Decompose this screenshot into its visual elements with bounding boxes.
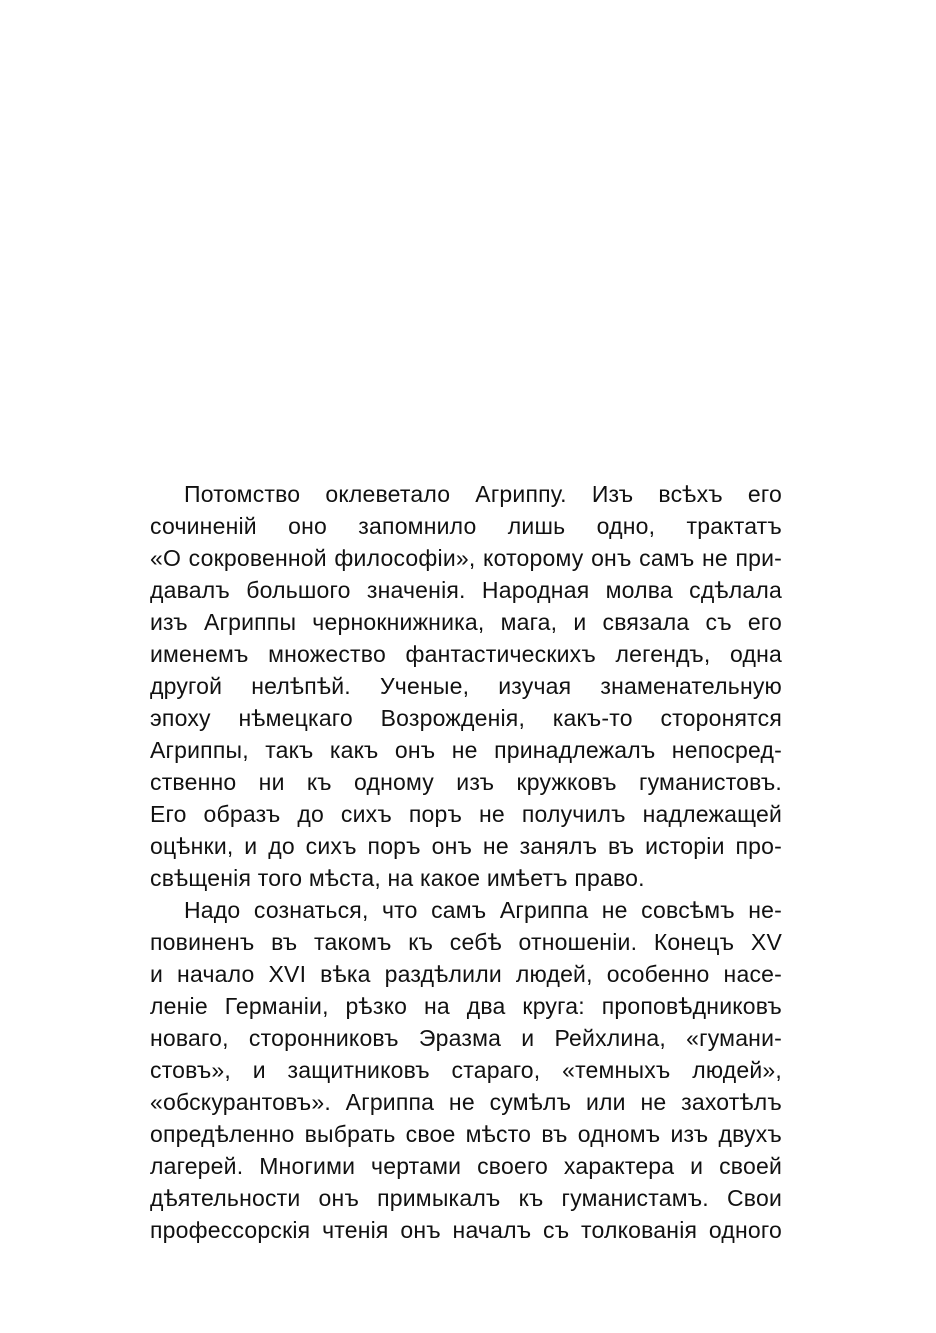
- paragraph-2-line-6: стовъ», и защитниковъ стараго, «темныхъ людей»,: [150, 1057, 782, 1083]
- paragraph-2-line-2: повиненъ въ такомъ къ себѣ отношеніи. Конецъ XV: [150, 929, 782, 955]
- body-text: [150, 478, 782, 1246]
- paragraph-2-line-3: и начало XVI вѣка раздѣлили людей, особенно насе-: [150, 961, 782, 987]
- paragraph-2-line-8: опредѣленно выбрать свое мѣсто въ одномъ изъ двухъ: [150, 1121, 782, 1147]
- paragraph-1-line-10: ственно ни къ одному изъ кружковъ гуманистовъ.: [150, 769, 782, 795]
- paragraph-2-line-5: новаго, сторонниковъ Эразма и Рейхлина, «гумани-: [150, 1025, 782, 1051]
- paragraph-2-line-10: дѣятельности онъ примыкалъ къ гуманистамъ. Свои: [150, 1185, 782, 1211]
- paragraph-2-line-4: леніе Германіи, рѣзко на два круга: проповѣдниковъ: [150, 993, 782, 1019]
- paragraph-2-line-11: профессорскія чтенія онъ началъ съ толкованія одного: [150, 1217, 782, 1243]
- paragraph-2-line-9: лагерей. Многими чертами своего характера и своей: [150, 1153, 782, 1179]
- paragraph-1-line-4: давалъ большого значенія. Народная молва сдѣлала: [150, 577, 782, 603]
- paragraph-1-line-8: эпоху нѣмецкаго Возрожденія, какъ-то сторонятся: [150, 705, 782, 731]
- paragraph-1-line-6: именемъ множество фантастическихъ легендъ, одна: [150, 641, 782, 667]
- paragraph-1-line-1: Потомство оклеветало Агриппу. Изъ всѣхъ его: [184, 481, 782, 507]
- paragraph-1-line-11: Его образъ до сихъ поръ не получилъ надлежащей: [150, 801, 782, 827]
- paragraph-2-line-1: Надо сознаться, что самъ Агриппа не совсѣмъ не-: [184, 897, 782, 923]
- paragraph-1-line-2: сочиненій оно запомнило лишь одно, трактатъ: [150, 513, 782, 539]
- paragraph-1-line-13: свѣщенія того мѣста, на какое имѣетъ право.: [150, 865, 645, 891]
- paragraph-1-line-12: оцѣнки, и до сихъ поръ онъ не занялъ въ исторіи про-: [150, 833, 782, 859]
- paragraph-1-line-5: изъ Агриппы чернокнижника, мага, и связала съ его: [150, 609, 782, 635]
- paragraph-1-line-7: другой нелѣпѣй. Ученые, изучая знаменательную: [150, 673, 782, 699]
- paragraph-1-line-3: «О сокровенной философіи», которому онъ самъ не при-: [150, 545, 782, 571]
- paragraph-2-line-7: «обскурантовъ». Агриппа не сумѣлъ или не захотѣлъ: [150, 1089, 782, 1115]
- paragraph-1-line-9: Агриппы, такъ какъ онъ не принадлежалъ непосред-: [150, 737, 782, 763]
